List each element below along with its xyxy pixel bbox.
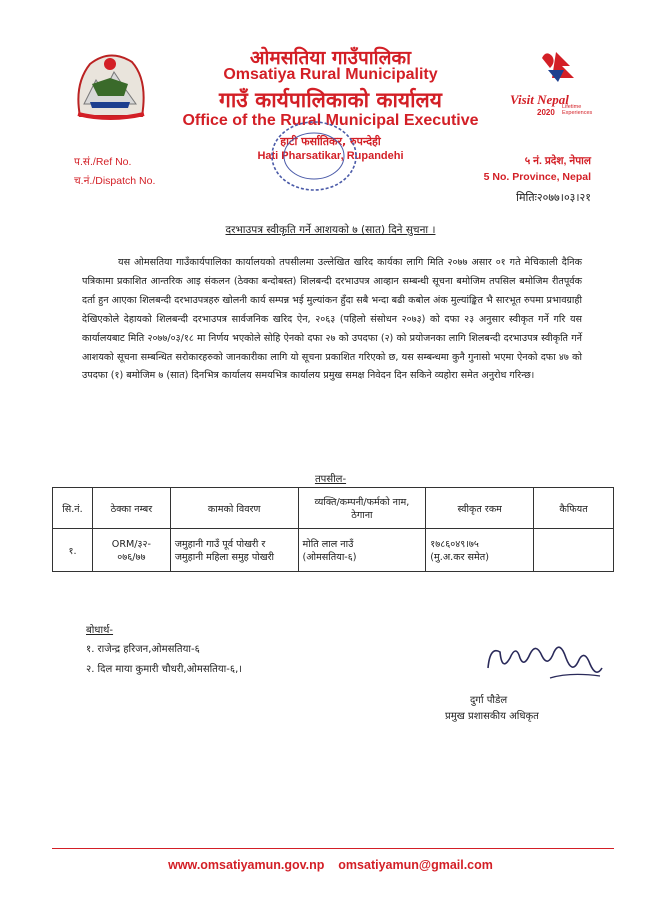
cell-remarks: [534, 529, 614, 572]
footer-email-link[interactable]: omsatiyamun@gmail.com: [338, 858, 493, 872]
dispatch-no-label: च.नं./Dispatch No.: [74, 175, 156, 187]
visit-tag-1: Lifetime: [562, 104, 582, 110]
party-line-2: (ओमसतिया-६): [302, 552, 357, 563]
bodharth-label: बोधार्थ-: [86, 625, 114, 636]
col-header-work: कामको विवरण: [170, 488, 298, 529]
contract-table: [52, 487, 614, 572]
visit-nepal-label: Visit Nepal: [510, 92, 569, 107]
signatory-designation: प्रमुख प्रशासकीय अधिकृत: [445, 711, 539, 722]
col-header-contract-no: ठेक्का नम्बर: [92, 488, 170, 529]
footer-website-link[interactable]: www.omsatiyamun.gov.np: [168, 858, 325, 872]
col-header-party: व्यक्ति/कम्पनी/फर्मको नाम, ठेगाना: [298, 488, 426, 529]
office-name-ne: गाउँ कार्यपालिकाको कार्यालय: [219, 88, 442, 112]
footer-contact: [0, 858, 661, 872]
cell-work: [170, 529, 298, 572]
cell-amount: [426, 529, 534, 572]
office-stamp-icon: [268, 118, 360, 194]
col-header-amount: स्वीकृत रकम: [426, 488, 534, 529]
cell-party: [298, 529, 426, 572]
table-row: [53, 529, 614, 572]
municipality-name-en: Omsatiya Rural Municipality: [223, 66, 438, 83]
address-en: Hati Pharsatikar, Rupandehi: [257, 150, 404, 162]
amount-line-1: १७८६०४९।७५: [430, 539, 479, 550]
bodharth-item-2: २. दिल माया कुमारी चौधरी,ओमसतिया-६,।: [86, 664, 243, 675]
visit-tag-2: Experiences: [562, 110, 593, 116]
contract-no-line-2: ०७६/७७: [117, 552, 146, 563]
office-name-en: Office of the Rural Municipal Executive: [182, 112, 479, 129]
col-header-sn: सि.नं.: [53, 488, 93, 529]
party-line-1: मोति लाल नाउँ: [302, 539, 354, 550]
ref-no-label: प.सं./Ref No.: [74, 156, 132, 168]
amount-line-2: (मु.अ.कर समेत): [430, 552, 489, 563]
province-en: 5 No. Province, Nepal: [483, 171, 591, 183]
province-ne: ५ नं. प्रदेश, नेपाल: [524, 155, 591, 167]
bodharth-item-1: १. राजेन्द्र हरिजन,ओमसतिया-६: [86, 644, 200, 655]
work-line-1: जमुहानी गाउँ पूर्व पोखरी र: [174, 539, 266, 550]
signature-icon: [480, 628, 610, 692]
signatory-name: दुर्गा पौडेल: [470, 695, 508, 706]
cell-sn: १.: [53, 529, 93, 572]
col-header-remarks: कैफियत: [534, 488, 614, 529]
table-header-row: [53, 488, 614, 529]
notice-body: यस ओमसतिया गाउँकार्यपालिका कार्यालयको तपसीलमा उल्लेखित खरिद कार्यका लागि मिति २०७७ असार ०१ गते मेचिकाली दैनिक पत्रिकामा प्रकाशित आन्तरिक आइ संकलन (ठेक्का बन्दोबस्त) शिलबन्दी दरभाउपत्र आव्हान सम्बन्धी सूचना बमोजिम तपसिल बमोजिम रीतपूर्वक दर्ता हुन आएका शिलबन्दी दरभाउपत्रहरु खोलनी कार्य सम्पन्न भई मुल्यांकन हुँदा सबै भन्दा बढी कबोल अंक मुल्यांङ्कित भै सारभूत रुपमा प्रभावग्राही देखिएकोले देहायको शिलबन्दी दरभाउपत्र सार्वजनिक खरिद ऐन, २०६३ (पहिलो संसोधन २०७३) को दफा २३ अनुसार स्वीकृत गर्ने गरि यस कार्यालयबाट मिति २०७७/०३/१८ मा निर्णय भएकोले सोहि ऐनको दफा २७ को उपदफा (२) को प्रयोजनका लागि शिलबन्दी दरभाउपत्र स्वीकृति गर्ने आशयको सूचना सम्बन्धित सरोकारहरुको जानकारीका लागि यो सूचना प्रकाशित गरिएको छ, यस सम्बन्धमा कुनै गुनासो भएमा ऐनको दफा ४७ को उपदफा (१) बमोजिम ७ (सात) दिनभित्र कार्यालय समयभित्र कार्यालय प्रमुख समक्ष निवेदन दिन सकिने व्यहोरा समेत अनुरोध गरिन्छ।: [82, 257, 582, 382]
notice-subject: दरभाउपत्र स्वीकृति गर्ने आशयको ७ (सात) दिने सुचना ।: [225, 224, 436, 236]
contract-no-line-1: ORM/३२-: [111, 539, 151, 550]
notice-date: मितिः२०७७।०३।२१: [516, 191, 591, 204]
visit-year: 2020: [537, 108, 555, 117]
work-line-2: जमुहानी महिला समुह पोखरी: [174, 552, 275, 563]
cell-contract-no: [92, 529, 170, 572]
tapsil-heading: तपसील-: [314, 474, 347, 485]
address-ne: हाटी फर्सातिकर, रुपन्देही: [280, 135, 381, 148]
municipality-name-ne: ओमसतिया गाउँपालिका: [249, 47, 411, 69]
footer-divider: [52, 848, 614, 849]
